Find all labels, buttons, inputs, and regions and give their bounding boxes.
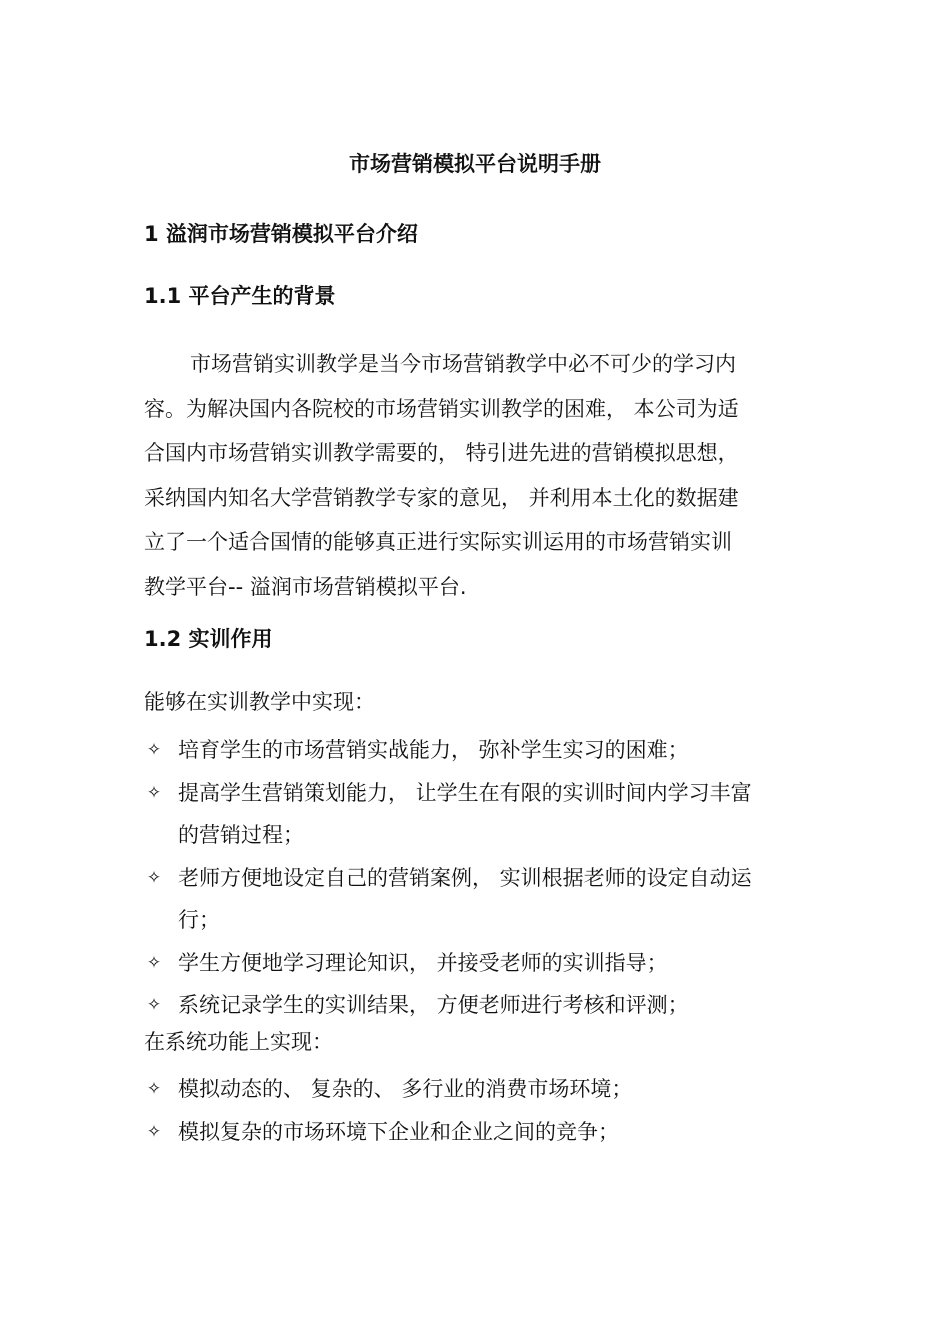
paragraph-line: 立了一个适合国情的能够真正进行实际实训运用的市场营销实训 bbox=[144, 530, 732, 554]
list-item bbox=[144, 857, 806, 942]
diamond-bullet-icon: ✧ bbox=[146, 782, 162, 803]
list-item-text: 模拟复杂的市场环境下企业和企业之间的竞争； bbox=[178, 1119, 619, 1144]
diamond-bullet-icon: ✧ bbox=[146, 952, 162, 973]
paragraph-line: 容。为解决国内各院校的市场营销实训教学的困难， 本公司为适 bbox=[144, 396, 739, 421]
list-item bbox=[144, 942, 806, 985]
subsection-heading-background: 1.1 平台产生的背景 bbox=[144, 284, 336, 308]
subsection-heading-function: 1.2 实训作用 bbox=[144, 627, 273, 651]
list-item bbox=[144, 729, 806, 772]
list-item bbox=[144, 1111, 806, 1154]
teaching-intro-text: 能够在实训教学中实现： bbox=[144, 690, 375, 714]
diamond-bullet-icon: ✧ bbox=[146, 1079, 162, 1099]
system-intro-text: 在系统功能上实现： bbox=[144, 1030, 333, 1054]
list-item-text: 学生方便地学习理论知识， 并接受老师的实训指导； bbox=[178, 950, 668, 975]
section-heading-1: 1 溢润市场营销模拟平台介绍 bbox=[144, 222, 418, 246]
paragraph-line: 市场营销实训教学是当今市场营销教学中必不可少的学习内 bbox=[190, 352, 736, 376]
list-item bbox=[144, 984, 806, 1027]
list-item-text: 培育学生的市场营销实战能力， 弥补学生实习的困难； bbox=[178, 738, 689, 762]
list-item bbox=[144, 772, 806, 857]
paragraph-line: 采纳国内知名大学营销教学专家的意见， 并利用本土化的数据建 bbox=[144, 485, 739, 510]
diamond-bullet-icon: ✧ bbox=[146, 1121, 162, 1142]
list-item bbox=[144, 1068, 806, 1111]
list-item-text: 提高学生营销策划能力， 让学生在有限的实训时间内学习丰富 bbox=[178, 780, 752, 805]
diamond-bullet-icon: ✧ bbox=[146, 867, 162, 888]
list-item-text: 模拟动态的、 复杂的、 多行业的消费市场环境； bbox=[178, 1077, 633, 1101]
list-item-text: 的营销过程； bbox=[178, 823, 304, 847]
list-item-text: 系统记录学生的实训结果， 方便老师进行考核和评测； bbox=[178, 993, 689, 1017]
system-functions-list bbox=[144, 1068, 806, 1153]
teaching-benefits-list bbox=[144, 729, 806, 1027]
diamond-bullet-icon: ✧ bbox=[146, 995, 162, 1015]
list-item-text: 行； bbox=[178, 908, 220, 932]
paragraph-line: 教学平台-- 溢润市场营销模拟平台. bbox=[144, 574, 467, 599]
document-title: 市场营销模拟平台说明手册 bbox=[349, 152, 601, 176]
list-item-text: 老师方便地设定自己的营销案例， 实训根据老师的设定自动运 bbox=[178, 865, 752, 890]
paragraph-line: 合国内市场营销实训教学需要的， 特引进先进的营销模拟思想， bbox=[144, 441, 739, 465]
diamond-bullet-icon: ✧ bbox=[146, 740, 162, 760]
background-paragraph bbox=[144, 342, 806, 609]
